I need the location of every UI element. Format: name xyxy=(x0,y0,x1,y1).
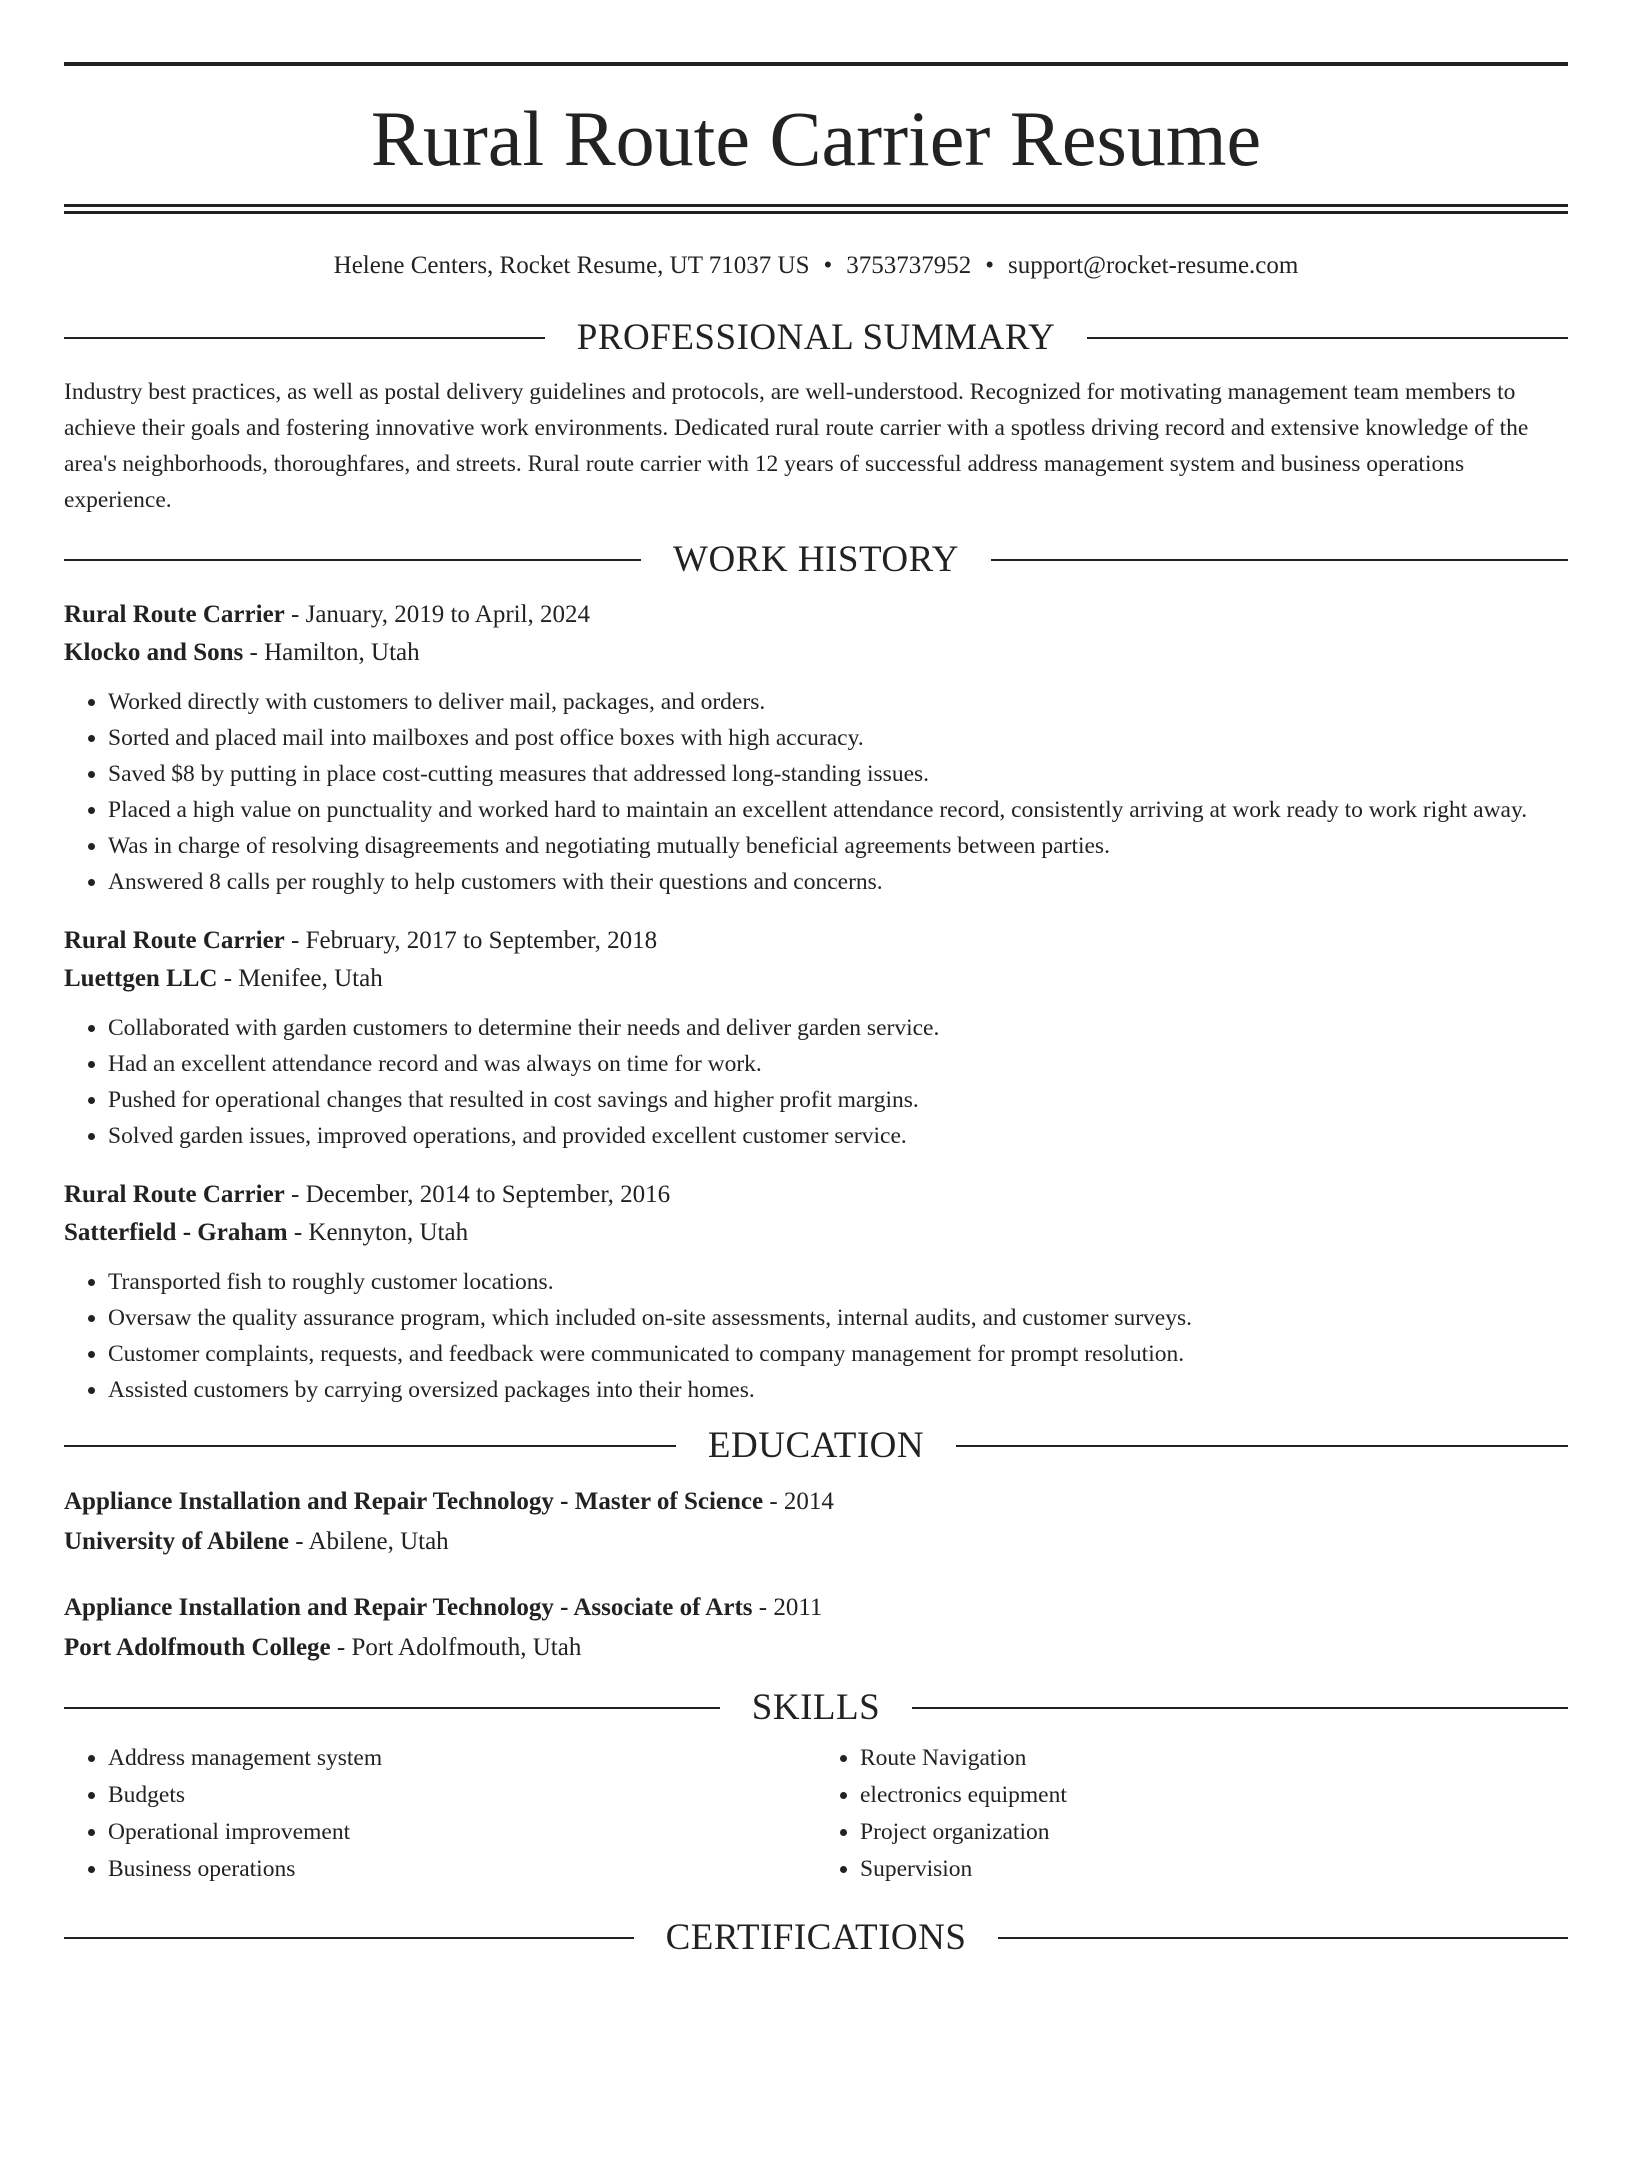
skills-column-right xyxy=(816,1740,1568,1888)
job-location: - Hamilton, Utah xyxy=(243,639,420,666)
list-item: • Project organization xyxy=(860,1814,1568,1851)
job-company: Satterfield - Graham xyxy=(64,1219,288,1246)
job-title-line xyxy=(64,596,1568,634)
divider-line xyxy=(64,1707,720,1709)
contact-address: Helene Centers, Rocket Resume, UT 71037 US xyxy=(333,252,810,279)
list-item: • electronics equipment xyxy=(860,1777,1568,1814)
divider-line xyxy=(64,1445,676,1447)
divider-line xyxy=(64,1937,634,1939)
list-item: • Route Navigation xyxy=(860,1740,1568,1777)
job-bullets xyxy=(64,1264,1568,1408)
page-title: Rural Route Carrier Resume xyxy=(370,95,1262,182)
education-degree: Appliance Installation and Repair Technology - Master of Science xyxy=(64,1488,764,1515)
contact-separator: • xyxy=(823,252,833,279)
list-item: • Worked directly with customers to deliver mail, packages, and orders. xyxy=(108,684,1568,720)
divider-line xyxy=(991,559,1568,561)
skills-column-left xyxy=(64,1740,816,1888)
list-item: • Operational improvement xyxy=(108,1814,816,1851)
section-title-education: EDUCATION xyxy=(707,1425,925,1466)
education-school: Port Adolfmouth College xyxy=(64,1634,331,1661)
section-title-certifications: CERTIFICATIONS xyxy=(665,1917,967,1958)
job-company-line xyxy=(64,960,1568,998)
section-header-education xyxy=(64,1424,1568,1468)
education-school: University of Abilene xyxy=(64,1528,289,1555)
list-item: • Business operations xyxy=(108,1851,816,1888)
education-school-line xyxy=(64,1522,1568,1562)
job-location: - Kennyton, Utah xyxy=(287,1219,469,1246)
skills-list xyxy=(64,1740,1568,1888)
job-company: Luettgen LLC xyxy=(64,965,218,992)
section-header-skills xyxy=(64,1686,1568,1730)
list-item: • Oversaw the quality assurance program, which included on-site assessments, internal audits, and customer surveys. xyxy=(108,1300,1568,1336)
list-item: • Collaborated with garden customers to determine their needs and deliver garden service. xyxy=(108,1010,1568,1046)
list-item: • Saved $8 by putting in place cost-cutting measures that addressed long-standing issues. xyxy=(108,756,1568,792)
list-item: • Assisted customers by carrying oversized packages into their homes. xyxy=(108,1372,1568,1408)
list-item: • Had an excellent attendance record and was always on time for work. xyxy=(108,1046,1568,1082)
job-company-line xyxy=(64,1214,1568,1252)
job-title-line xyxy=(64,922,1568,960)
job-location: - Menifee, Utah xyxy=(217,965,383,992)
list-item: • Supervision xyxy=(860,1851,1568,1888)
divider-line xyxy=(912,1707,1568,1709)
education-location: - Abilene, Utah xyxy=(289,1528,449,1555)
education-degree-line xyxy=(64,1482,1568,1522)
list-item: • Budgets xyxy=(108,1777,816,1814)
divider-line xyxy=(64,337,545,339)
job-entry xyxy=(64,596,1568,900)
resume-page xyxy=(0,62,1632,2174)
list-item: • Sorted and placed mail into mailboxes and post office boxes with high accuracy. xyxy=(108,720,1568,756)
education-entry xyxy=(64,1588,1568,1668)
list-item: • Was in charge of resolving disagreements and negotiating mutually beneficial agreements between parties. xyxy=(108,828,1568,864)
section-header-certifications xyxy=(64,1916,1568,1960)
divider-line xyxy=(1087,337,1568,339)
contact-line xyxy=(64,250,1568,282)
section-header-summary xyxy=(64,316,1568,360)
section-title-work: WORK HISTORY xyxy=(673,539,959,580)
education-school-line xyxy=(64,1628,1568,1668)
job-company: Klocko and Sons xyxy=(64,639,244,666)
job-title-line xyxy=(64,1176,1568,1214)
education-location: - Port Adolfmouth, Utah xyxy=(330,1634,582,1661)
job-title: Rural Route Carrier xyxy=(64,1181,285,1208)
education-degree: Appliance Installation and Repair Technology - Associate of Arts xyxy=(64,1594,753,1621)
education-year: - 2014 xyxy=(763,1488,834,1515)
section-title-skills: SKILLS xyxy=(751,1687,881,1728)
job-entry xyxy=(64,1176,1568,1408)
section-title-summary: PROFESSIONAL SUMMARY xyxy=(576,317,1056,358)
list-item: • Answered 8 calls per roughly to help customers with their questions and concerns. xyxy=(108,864,1568,900)
list-item: • Transported fish to roughly customer locations. xyxy=(108,1264,1568,1300)
job-dates: - December, 2014 to September, 2016 xyxy=(284,1181,671,1208)
divider-line xyxy=(956,1445,1568,1447)
job-entry xyxy=(64,922,1568,1154)
contact-separator: • xyxy=(985,252,995,279)
divider-line xyxy=(64,559,641,561)
job-company-line xyxy=(64,634,1568,672)
job-bullets xyxy=(64,1010,1568,1154)
job-dates: - January, 2019 to April, 2024 xyxy=(284,601,591,628)
top-rule xyxy=(64,62,1568,66)
title-double-rule xyxy=(64,204,1568,214)
contact-phone: 3753737952 xyxy=(846,252,972,279)
education-entry xyxy=(64,1482,1568,1562)
summary-text: Industry best practices, as well as postal delivery guidelines and protocols, are well-understood. Recognized for motivating management team members to achieve their goals and fostering innovative work environments. Dedicated rural route carrier with a spotless driving record and extensive knowledge of the area's neighborhoods, thoroughfares, and streets. Rural route carrier with 12 years of successful address management system and business operations experience. xyxy=(64,379,1529,513)
list-item: • Solved garden issues, improved operations, and provided excellent customer service. xyxy=(108,1118,1568,1154)
job-title: Rural Route Carrier xyxy=(64,601,285,628)
section-header-work xyxy=(64,538,1568,582)
list-item: • Pushed for operational changes that resulted in cost savings and higher profit margins. xyxy=(108,1082,1568,1118)
job-title: Rural Route Carrier xyxy=(64,927,285,954)
list-item: • Address management system xyxy=(108,1740,816,1777)
contact-email[interactable]: support@rocket-resume.com xyxy=(1008,252,1299,279)
list-item: • Placed a high value on punctuality and worked hard to maintain an excellent attendance record, consistently arriving at work ready to work right away. xyxy=(108,792,1568,828)
job-bullets xyxy=(64,684,1568,900)
education-degree-line xyxy=(64,1588,1568,1628)
list-item: • Customer complaints, requests, and feedback were communicated to company management for prompt resolution. xyxy=(108,1336,1568,1372)
job-dates: - February, 2017 to September, 2018 xyxy=(284,927,658,954)
divider-line xyxy=(998,1937,1568,1939)
education-year: - 2011 xyxy=(752,1594,823,1621)
